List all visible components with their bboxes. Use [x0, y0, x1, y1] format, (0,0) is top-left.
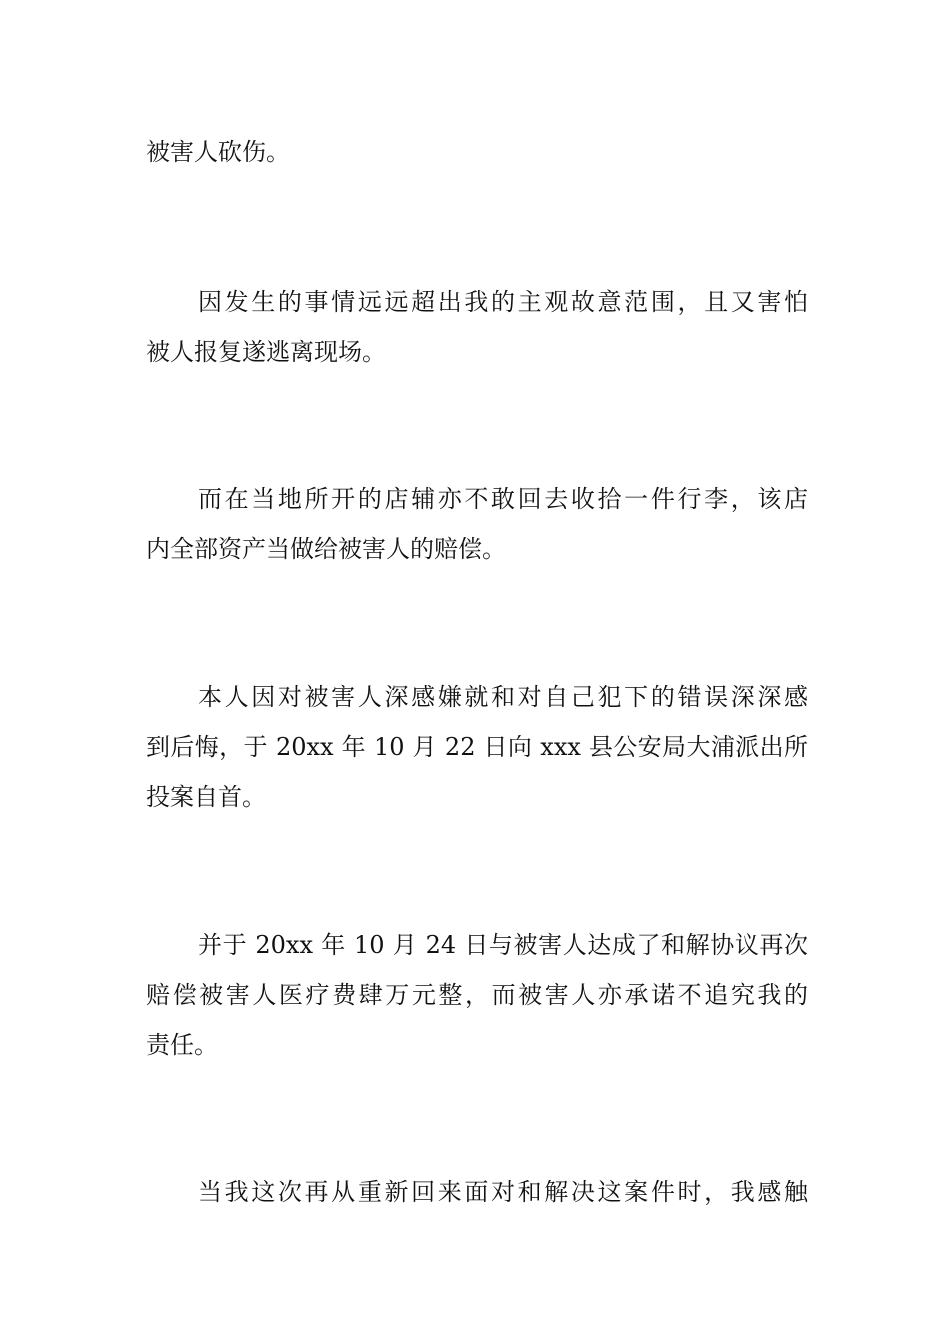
- paragraph-line: 而在当地所开的店辅亦不敢回去收拾一件行李，该店: [198, 485, 808, 513]
- paragraph-2: [146, 277, 808, 377]
- paragraph-1: [146, 127, 808, 177]
- paragraph-line: 责任。: [146, 1031, 218, 1059]
- paragraph-line: 赔偿被害人医疗费肆万元整，而被害人亦承诺不追究我的: [146, 981, 808, 1009]
- paragraph-line: 被害人砍伤。: [146, 138, 290, 166]
- paragraph-line: 被人报复遂逃离现场。: [146, 338, 386, 366]
- paragraph-5: [146, 920, 808, 1070]
- paragraph-line: 当我这次再从重新回来面对和解决这案件时，我感触: [198, 1178, 808, 1206]
- paragraph-line: 投案自首。: [146, 783, 266, 811]
- paragraph-line: 并于 20xx 年 10 月 24 日与被害人达成了和解协议再次: [198, 931, 808, 959]
- paragraph-line: 本人因对被害人深感嫌就和对自己犯下的错误深深感: [198, 683, 808, 711]
- paragraph-line: 到后悔，于 20xx 年 10 月 22 日向 xxx 县公安局大浦派出所: [146, 733, 808, 761]
- paragraph-3: [146, 474, 808, 574]
- paragraph-line: 因发生的事情远远超出我的主观故意范围，且又害怕: [198, 288, 808, 316]
- paragraph-6: [146, 1167, 808, 1217]
- paragraph-line: 内全部资产当做给被害人的赔偿。: [146, 535, 506, 563]
- paragraph-4: [146, 672, 808, 822]
